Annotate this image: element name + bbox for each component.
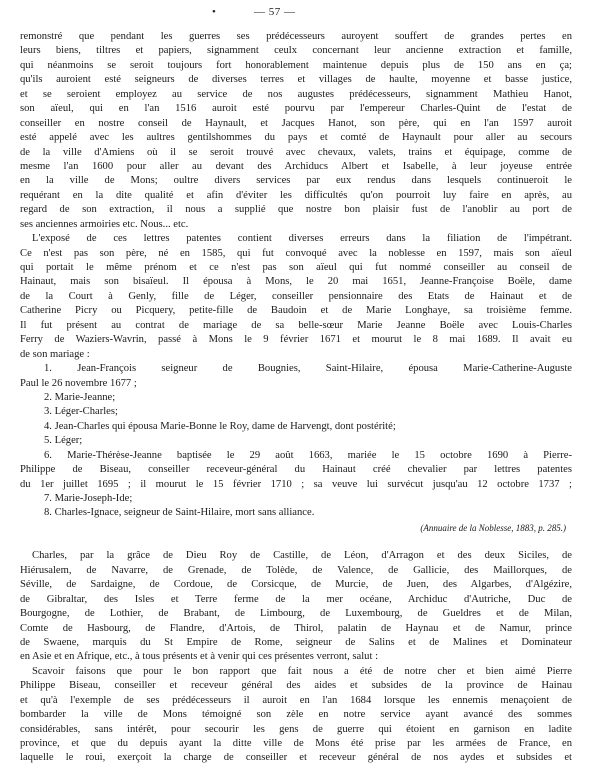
text-line: en la ville de Mons; oultre divers services par eux rendus dans lesquels continueroit le	[20, 175, 572, 187]
text-line: de la ville d'Amiens où il se seroit trouvé avec chevaux, valets, trains et équipage, comme de	[20, 146, 572, 158]
text-line: Scavoir faisons que pour le bon rapport que fait nous a été de notre cher et bien aimé Pierre	[32, 665, 572, 677]
list-item-continuation: du 1er juillet 1695 ; il mourut le 15 février 1710 ; sa veuve lui survécut jusqu'au 12 octobre 1737 ;	[20, 478, 572, 490]
list-item	[20, 449, 572, 463]
text-line: leurs biens, tiltres et papiers, signamment ceulx concernant leur ancienne extraction et famille,	[20, 45, 572, 57]
list-number: 8.	[44, 507, 52, 519]
list-text: Marie-Joseph-Ide;	[54, 493, 133, 504]
list-item	[20, 362, 572, 376]
text-line: de Swaene, marquis du St Empire de Rome, seigneur de Salins et de Malines et Dominateur	[20, 636, 572, 648]
section-gap	[20, 535, 572, 549]
list-item	[20, 420, 572, 434]
text-line: conseiller en nostre conseil de Haynault, et Jacques Hanot, son père, qui en l'an 1597 auroit	[20, 117, 572, 129]
source-citation: (Annuaire de la Noblesse, 1883, p. 285.)	[420, 522, 566, 533]
text-line: Hiérusalem, de Navarre, de Grenade, de Tolède, de Valence, de Gallicie, des Maillorques, de	[20, 564, 572, 576]
text-line: Philippe Biseau, conseiller et receveur général des aides et subsides de la province de Hainau	[20, 680, 572, 692]
paragraph-filiation	[20, 232, 572, 362]
text-line: qui portait le même prénom et ce n'est pas son aïeul qui fut nommé conseiller au conseil de	[20, 262, 572, 273]
list-item-continuation: Philippe de Biseau, conseiller receveur-général du Hainaut créé chevalier par lettres patentes	[20, 464, 572, 476]
text-line: Bourgogne, de Lothier, de Brabant, de Limbourg, de Luxembourg, de Gueldres et de Milan,	[20, 608, 572, 620]
list-text: Léger;	[54, 435, 83, 447]
text-line: Comte de Hasbourg, de Flandre, d'Artois, de Thirol, palatin de Haynau et de Namur, prince	[20, 622, 572, 634]
text-line: considérables, sans intérêt, pour secourir les gens de guerre qui étoient en garnison en ladite	[20, 723, 572, 735]
list-item-continuation: Paul le 26 novembre 1677 ;	[20, 377, 137, 389]
text-line: mesme l'an 1600 pour aller au devant des Archiducs Albert et Isabelle, à leur joyeuse entrée	[20, 160, 572, 172]
text-line: Catherine Picry ou Picquery, petite-fille de Baudoin et de Marie Longhaye, sa troisième femme.	[20, 305, 572, 317]
page-header	[0, 4, 592, 20]
text-line: qu'ils auroient esté seigneurs de diverses terres et villages de haulte, moyenne et basse justice,	[20, 74, 572, 86]
list-text: Léger-Charles;	[54, 406, 118, 418]
letters-patent-salutation	[20, 549, 572, 665]
list-item	[20, 492, 572, 506]
list-item	[20, 405, 572, 419]
list-number: 4.	[44, 420, 52, 432]
list-text: Marie-Jeanne;	[54, 391, 116, 403]
list-item	[20, 506, 572, 520]
list-text: Jean-François seigneur de Bougnies, Saint-Hilaire, épousa Marie-Catherine-Auguste	[77, 363, 572, 375]
text-line: Ferry de Waziers-Wavrin, passé à Mons le 9 février 1671 et mourut le 8 mai 1689. Il avait eu	[20, 334, 572, 346]
text-line: regard de son extraction, il nous a supplié que nostre bon plaisir fust de l'anoblir au port de	[20, 204, 572, 216]
list-number: 3.	[44, 406, 52, 418]
text-line: de son mariage :	[20, 348, 90, 360]
letters-patent-body	[20, 665, 572, 766]
list-number: 1.	[44, 363, 52, 375]
text-line: esté appelé avec les aultres gentilshommes du pays et comté de Haynault pour aller au secours	[20, 132, 572, 144]
list-number: 5.	[44, 435, 52, 447]
text-line: requérant en la dite qualité et afin d'éviter les difficultés qu'on pourroit luy faire en après, au	[20, 189, 572, 201]
text-line: ses anciennes armoiries etc. Nous... etc.	[20, 218, 189, 230]
text-line: Séville, de Sardaigne, de Cordoue, de Corsicque, de Murcie, de Juen, des Algarbes, d'Algézire,	[20, 579, 572, 591]
list-number: 2.	[44, 391, 52, 403]
list-number: 7.	[44, 493, 52, 504]
list-number: 6.	[44, 449, 52, 461]
text-line: de la Court à Genly, fille de Léger, conseiller pensionnaire des Etats de Hainaut et de	[20, 290, 572, 302]
text-line: Hainaut, mais son bisaïeul. Il épousa à Mons, le 20 mai 1651, Jeanne-Françoise Boële, dame	[20, 276, 572, 288]
text-line: remonstré que pendant les guerres ses prédécesseurs auroyent souffert de grandes pertes en	[20, 31, 572, 42]
text-line: et se seroient employez au service de nos augustes prédécesseurs, signamment Mathieu Hanot,	[20, 88, 572, 100]
list-text: Marie-Thérèse-Jeanne baptisée le 29 août 1663, mariée le 15 octobre 1690 à Pierre-	[67, 449, 572, 461]
text-line: Ce n'est pas son père, né en 1585, qui fut convoqué avec la noblesse en 1597, mais son aïeul	[20, 247, 572, 259]
text-line: qui néanmoins se seroit toujours fort honorablement maintenue depuis plus de 150 ans en ça;	[20, 59, 572, 71]
text-line: son aïeul, qui en l'an 1516 auroit esté pourvu par l'empereur Charles-Quint de l'estat de	[20, 103, 572, 115]
list-item	[20, 391, 572, 405]
text-line: laquelle le roui, exerçoit la charge de conseiller et receveur général de nos aydes et subsides et	[20, 752, 572, 764]
children-list	[20, 362, 572, 521]
text-line: et qu'à l'exemple de ses prédécesseurs il auroit en l'an 1684 lorsque les ennemis menaçoient de	[20, 694, 572, 706]
page-body	[20, 30, 572, 766]
list-text: Jean-Charles qui épousa Marie-Bonne le Roy, dame de Harvengt, dont postérité;	[54, 420, 396, 432]
paragraph-continuation	[20, 30, 572, 232]
list-item	[20, 434, 572, 448]
text-line: province, et que du depuis ayant la ditte ville de Mons été prise par les armées de France, en	[20, 738, 572, 749]
text-line: Il fut présent au contrat de mariage de sa belle-sœur Marie Jeanne Boële avec Louis-Charles	[20, 319, 572, 331]
page-number: — 57 —	[254, 6, 296, 18]
text-line: L'exposé de ces lettres patentes contient diverses erreurs dans la filiation de l'impétrant.	[32, 233, 572, 245]
text-line: Charles, par la grâce de Dieu Roy de Castille, de Léon, d'Arragon et des deux Siciles, de	[32, 550, 572, 562]
list-text: Charles-Ignace, seigneur de Saint-Hilaire, mort sans alliance.	[54, 507, 315, 519]
text-line: bombarder la ville de Mons témoigné son zèle en notre service ayant avancé des sommes	[20, 709, 572, 721]
text-line: de Gibraltar, des Isles et Terre ferme de la mer océane, Archiduc d'Autriche, Duc de	[20, 593, 572, 605]
text-line: en Asie et en Afrique, etc., à tous présents et à venir qui ces présentes verront, salut :	[20, 651, 379, 663]
header-dot: •	[212, 6, 216, 18]
